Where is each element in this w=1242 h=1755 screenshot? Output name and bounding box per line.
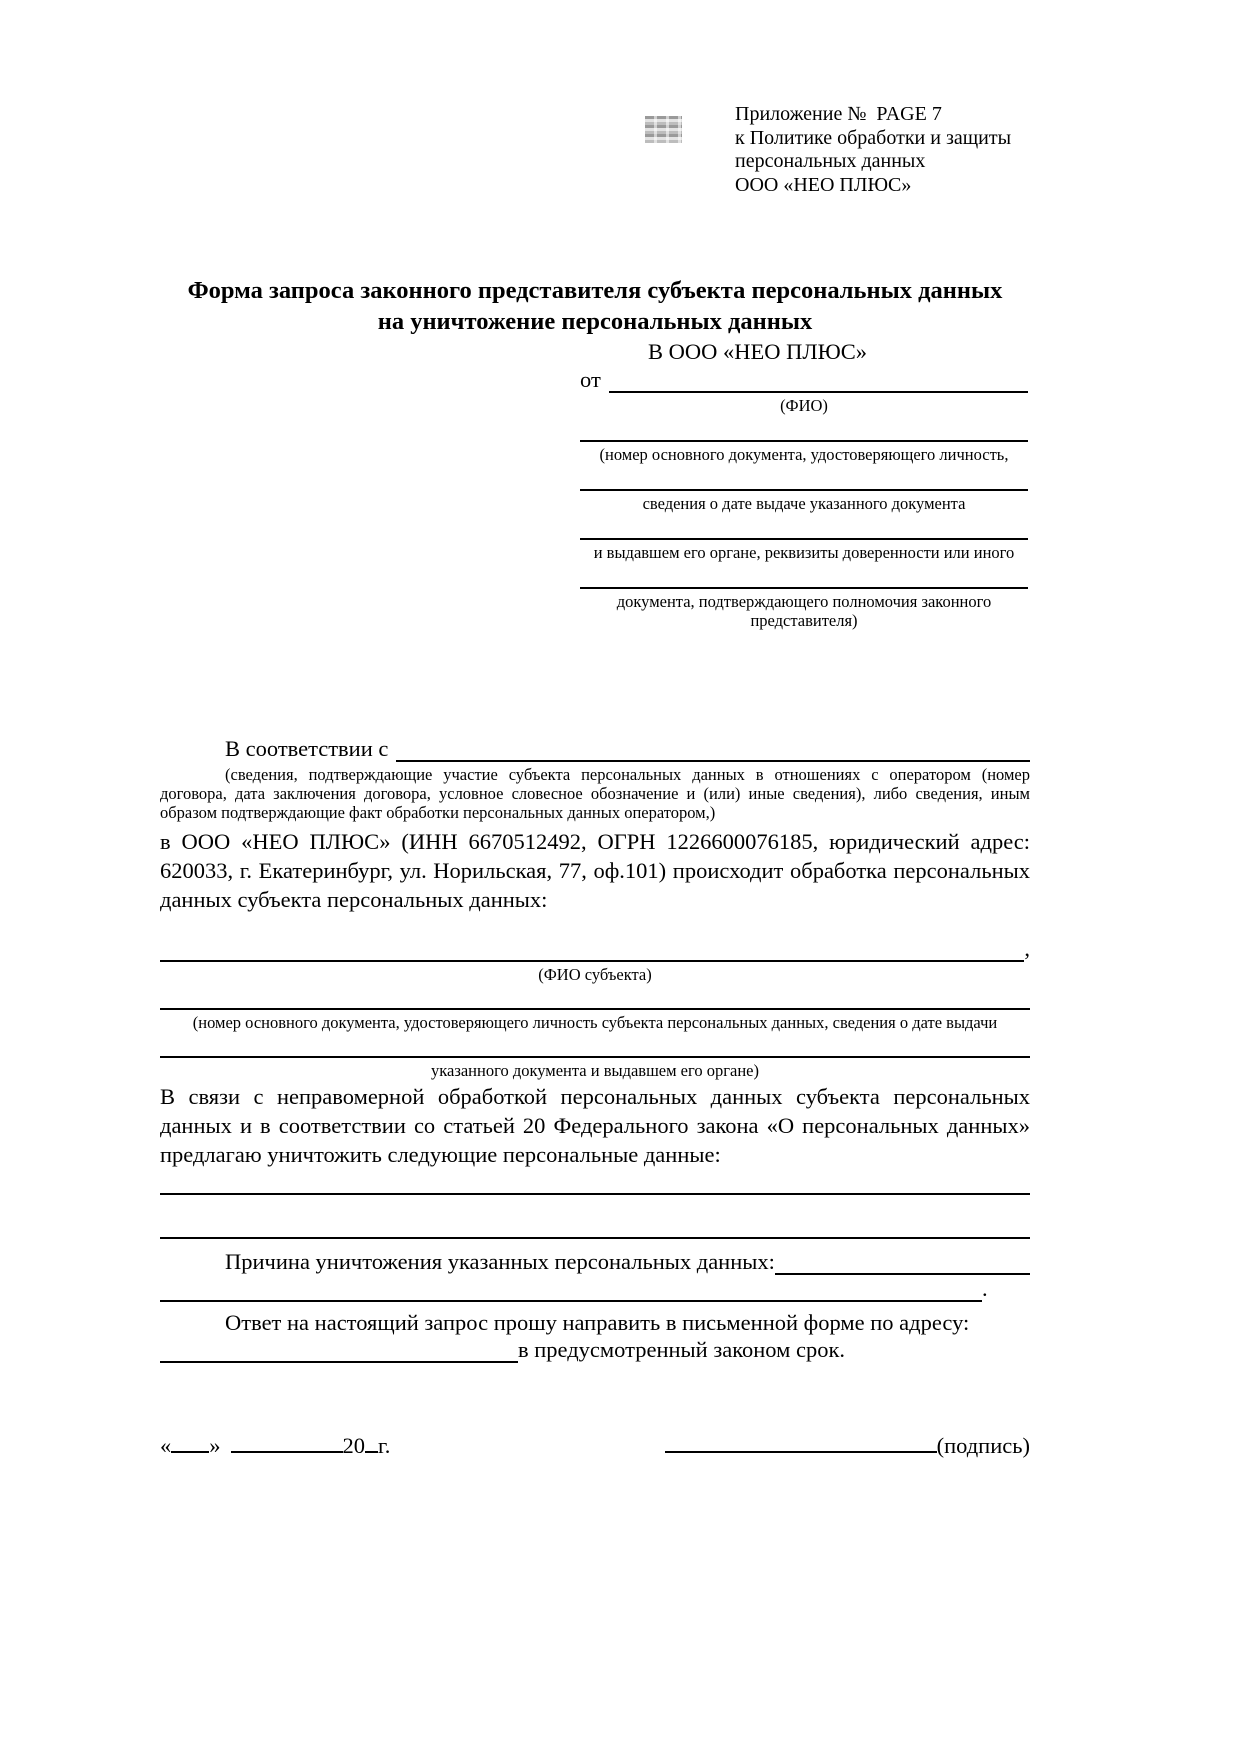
policy-reference-line-1: к Политике обработки и защиты — [735, 126, 1012, 149]
form-title — [160, 275, 1030, 337]
month-blank[interactable] — [231, 1435, 343, 1453]
doc-issuer-blank[interactable] — [580, 513, 1028, 540]
doc-caption-2: сведения о дате выдаче указанного документа — [642, 494, 966, 513]
subject-doc-number-blank[interactable] — [160, 986, 1030, 1010]
answer-suffix: в предусмотренный законом срок. — [518, 1337, 845, 1362]
answer-address-blank[interactable] — [160, 1339, 518, 1363]
answer-request-line: Ответ на настоящий запрос прошу направить в письменной форме по адресу: — [225, 1310, 970, 1335]
signature-caption: (подпись) — [936, 1433, 1030, 1458]
addressee-company: В ООО «НЕО ПЛЮС» — [648, 339, 868, 364]
doc-field-group-4 — [580, 562, 1028, 630]
doc-caption-1: (номер основного документа, удостоверяющего личность, — [599, 445, 1009, 464]
year-prefix: 20 — [342, 1433, 365, 1458]
subject-fio-line — [160, 936, 1030, 962]
relation-details-blank[interactable] — [396, 742, 1030, 762]
operator-paragraph: в ООО «НЕО ПЛЮС» (ИНН 6670512492, ОГРН 1226600076185, юридический адрес: 620033, г. Екатеринбург, ул. Норильская, 77, оф.101) происходит обработка персональных данных субъекта персональных данных: — [160, 829, 1030, 912]
answer-address-line — [160, 1337, 1030, 1363]
page-content — [0, 103, 1242, 1459]
doc-caption-4: документа, подтверждающего полномочия законного представителя) — [616, 592, 992, 630]
year-blank[interactable] — [365, 1435, 378, 1453]
doc-field-group-2 — [580, 464, 1028, 513]
year-suffix: г. — [378, 1433, 391, 1458]
policy-reference-line-2: персональных данных — [735, 150, 926, 172]
collapsed-image-placeholder-icon — [645, 116, 682, 143]
according-label: В соответствии с — [225, 736, 389, 761]
subject-doc-issuer-blank[interactable] — [160, 1034, 1030, 1058]
doc-issue-date-blank[interactable] — [580, 464, 1028, 491]
destroy-paragraph: В связи с неправомерной обработкой персональных данных субъекта персональных данных и в соответствии со статьей 20 Федерального закона «О персональных данных» предлагаю уничтожить следующие персональные данные: — [160, 1084, 1030, 1167]
subject-doc-caption-2: указанного документа и выдавшем его органе) — [431, 1061, 759, 1080]
appendix-header — [735, 103, 1030, 197]
subject-fio-caption: (ФИО субъекта) — [538, 965, 652, 984]
authority-doc-blank[interactable] — [580, 562, 1028, 589]
reason-blank-1[interactable] — [775, 1255, 1030, 1275]
signature-field — [665, 1433, 1030, 1459]
representative-doc-number-blank[interactable] — [580, 415, 1028, 442]
personal-data-list-blank-1[interactable] — [160, 1169, 1030, 1195]
form-title-line-2: на уничтожение персональных данных — [377, 308, 813, 335]
personal-data-list-blank-2[interactable] — [160, 1195, 1030, 1239]
reason-line — [160, 1249, 1030, 1275]
reason-continuation-line — [160, 1276, 1030, 1302]
day-blank[interactable] — [171, 1435, 209, 1453]
appendix-number-line: Приложение № PAGE 7 — [735, 103, 942, 125]
fio-caption: (ФИО) — [780, 396, 828, 415]
signature-row — [160, 1433, 1030, 1459]
reason-blank-2[interactable] — [160, 1278, 982, 1302]
doc-field-group-3 — [580, 513, 1028, 562]
form-title-line-1: Форма запроса законного представителя субъекта персональных данных — [187, 277, 1003, 304]
from-label: от — [580, 367, 601, 392]
subject-fio-blank[interactable] — [160, 940, 1024, 962]
reason-period: . — [982, 1276, 988, 1301]
addressee-block — [580, 339, 1028, 630]
company-name-line: ООО «НЕО ПЛЮС» — [735, 173, 912, 196]
representative-fio-blank[interactable] — [609, 373, 1028, 393]
according-note: (сведения, подтверждающие участие субъекта персональных данных в отношениях с оператором (номер договора, дата заключения договора, условное словесное обозначение и (или) иные сведения), либо сведения, иным образом подтверждающие факт обработки персональных данных оператором,) — [160, 765, 1030, 822]
doc-field-group-1 — [580, 415, 1028, 464]
subject-line-comma: , — [1024, 936, 1030, 961]
doc-caption-3: и выдавшем его органе, реквизиты доверенности или иного — [593, 543, 1015, 562]
reason-label: Причина уничтожения указанных персональных данных: — [225, 1249, 775, 1274]
signature-blank[interactable] — [665, 1435, 937, 1453]
from-line — [580, 367, 1028, 393]
date-close-quote: » — [209, 1433, 221, 1458]
subject-doc-caption-1: (номер основного документа, удостоверяющего личность субъекта персональных данных, сведения о дате выдачи — [192, 1013, 998, 1032]
date-field — [160, 1433, 390, 1459]
according-line — [160, 736, 1030, 762]
date-open-quote: « — [160, 1433, 172, 1458]
